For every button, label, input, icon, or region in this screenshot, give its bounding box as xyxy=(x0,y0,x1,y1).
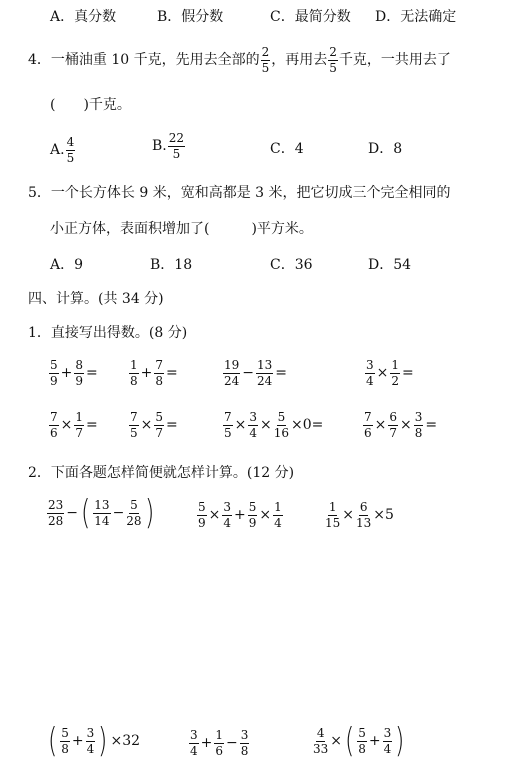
numerator: 3 xyxy=(86,725,95,740)
fraction xyxy=(93,499,110,527)
numerator: 5 xyxy=(198,500,206,514)
q4-fraction-2 xyxy=(328,46,338,74)
p1-expression-6 xyxy=(128,410,179,439)
operator: × xyxy=(234,417,247,434)
part1-title: 1．直接写出得数。(8 分) xyxy=(28,325,188,341)
q4-option-d: D．8 xyxy=(368,141,403,157)
denominator: 13 xyxy=(356,515,372,530)
p2-expression-2 xyxy=(196,500,284,529)
fraction xyxy=(129,411,139,439)
denominator: 9 xyxy=(248,515,257,530)
q5-line-1: 5．一个长方体长 9 米，宽和高都是 3 米，把它切成三个完全相同的 xyxy=(28,185,451,201)
q4-fraction-1 xyxy=(261,46,271,74)
numerator: 2 xyxy=(329,45,337,59)
q3-option-a: A．真分数 xyxy=(50,9,117,25)
denominator: 4 xyxy=(249,425,258,440)
part2-title: 2．下面各题怎样简便就怎样计算。(12 分) xyxy=(28,465,295,481)
numerator: 5 xyxy=(277,410,286,424)
fraction xyxy=(325,501,340,529)
operator: + xyxy=(368,733,381,749)
p2-expression-6 xyxy=(312,721,407,761)
q4-text-b: ，再用去 xyxy=(271,52,328,69)
denominator: 4 xyxy=(190,743,198,758)
fraction xyxy=(74,359,84,387)
section-heading: 四、计算。(共 34 分) xyxy=(28,291,164,307)
numerator: 5 xyxy=(358,725,366,740)
p1-expression-4 xyxy=(364,358,415,387)
fraction xyxy=(214,729,224,757)
operator: × xyxy=(60,417,73,434)
left-parenthesis: ( xyxy=(47,721,58,761)
operator: + xyxy=(140,365,153,382)
denominator: 24 xyxy=(224,373,240,388)
p1-expression-8 xyxy=(362,410,438,439)
denominator: 33 xyxy=(313,741,329,756)
fraction xyxy=(274,411,289,439)
operator: − xyxy=(66,505,79,521)
denominator: 5 xyxy=(172,146,181,161)
q5-option-b: B．18 xyxy=(150,257,193,273)
denominator: 6 xyxy=(364,425,372,440)
numerator: 3 xyxy=(414,410,423,424)
right-parenthesis: ) xyxy=(144,493,154,533)
numerator: 6 xyxy=(389,410,398,424)
numerator: 1 xyxy=(391,358,400,372)
numerator: 1 xyxy=(274,500,282,514)
fraction xyxy=(49,411,59,439)
numerator: 13 xyxy=(257,358,273,372)
numerator: 5 xyxy=(248,500,257,514)
denominator: 9 xyxy=(75,373,84,388)
fraction xyxy=(313,727,328,755)
fraction xyxy=(197,501,207,529)
numerator: 5 xyxy=(61,725,69,740)
denominator: 9 xyxy=(50,373,58,388)
operator: × xyxy=(140,417,153,434)
fraction xyxy=(356,501,371,529)
right-parenthesis: ) xyxy=(98,721,108,761)
numerator: 7 xyxy=(155,358,164,372)
fraction xyxy=(240,729,250,757)
denominator: 4 xyxy=(383,741,392,756)
q5-option-c: C．36 xyxy=(270,257,313,273)
denominator: 2 xyxy=(391,373,400,388)
numerator: 7 xyxy=(130,410,138,424)
numerator: 4 xyxy=(316,725,325,740)
q4-text-a: 4．一桶油重 10 千克，先用去全部的 xyxy=(28,52,260,69)
denominator: 4 xyxy=(223,515,232,530)
denominator: 28 xyxy=(48,513,64,528)
q4-question xyxy=(28,46,451,74)
fraction xyxy=(154,411,164,439)
p2-expression-4 xyxy=(46,721,141,761)
numerator: 1 xyxy=(130,358,138,372)
equals-sign: = xyxy=(86,365,98,382)
operator: + xyxy=(234,507,246,524)
denominator: 28 xyxy=(126,513,142,528)
fraction xyxy=(388,411,398,439)
equals-sign: = xyxy=(402,365,414,382)
fraction xyxy=(222,501,232,529)
left-parenthesis: ( xyxy=(345,721,355,761)
denominator: 4 xyxy=(86,741,95,756)
p1-expression-3 xyxy=(222,358,288,387)
fraction xyxy=(60,727,70,755)
q4-text-c: 千克，一共用去了 xyxy=(338,52,451,69)
p1-expression-5 xyxy=(48,410,99,439)
q5-line-2: 小正方体，表面积增加了( )平方米。 xyxy=(50,221,313,237)
equals-sign: = xyxy=(275,365,288,382)
q4-option-b xyxy=(152,132,186,160)
denominator: 6 xyxy=(215,743,224,758)
operator: × xyxy=(208,507,221,524)
p2-expression-3 xyxy=(324,500,395,529)
equals-sign: = xyxy=(86,417,98,434)
operator: − xyxy=(226,735,238,752)
denominator: 7 xyxy=(155,425,164,440)
fraction xyxy=(383,727,393,755)
denominator: 8 xyxy=(414,425,423,440)
numerator: 19 xyxy=(224,358,240,372)
numerator: 3 xyxy=(383,725,392,740)
fraction xyxy=(66,136,76,164)
fraction xyxy=(248,411,258,439)
operator: × xyxy=(342,507,355,524)
numerator: 7 xyxy=(50,410,58,424)
fraction xyxy=(74,411,84,439)
fraction xyxy=(189,729,199,757)
denominator: 5 xyxy=(66,150,75,165)
denominator: 24 xyxy=(257,373,273,388)
operator: × xyxy=(374,417,387,434)
operator-tail: ×32 xyxy=(110,733,141,749)
numerator: 3 xyxy=(240,728,249,742)
left-parenthesis: ( xyxy=(81,493,91,533)
fraction xyxy=(126,499,141,527)
denominator: 6 xyxy=(50,425,58,440)
denominator: 16 xyxy=(273,425,290,440)
fraction xyxy=(86,727,96,755)
fraction xyxy=(256,359,273,387)
denominator: 5 xyxy=(130,425,138,440)
numerator: 7 xyxy=(364,410,372,424)
fraction xyxy=(154,359,164,387)
q4-answer-line: ( )千克。 xyxy=(50,97,131,113)
numerator: 1 xyxy=(215,728,224,742)
operator: − xyxy=(112,505,125,521)
q5-option-d: D．54 xyxy=(368,257,412,273)
numerator: 5 xyxy=(155,410,164,424)
operator: + xyxy=(71,733,84,749)
fraction xyxy=(363,411,373,439)
numerator: 4 xyxy=(66,135,75,149)
denominator: 5 xyxy=(329,60,337,75)
operator: + xyxy=(60,365,73,382)
fraction xyxy=(47,499,64,527)
numerator: 3 xyxy=(249,410,258,424)
fraction xyxy=(390,359,400,387)
denominator: 4 xyxy=(274,515,282,530)
operator: × xyxy=(259,507,272,524)
fraction xyxy=(248,501,258,529)
q3-option-d: D．无法确定 xyxy=(375,9,457,25)
denominator: 4 xyxy=(366,373,374,388)
numerator: 3 xyxy=(223,500,232,514)
equals-sign: = xyxy=(166,365,178,382)
q4-option-c: C．4 xyxy=(270,141,304,157)
p1-expression-1 xyxy=(48,358,99,387)
numerator: 3 xyxy=(366,358,374,372)
fraction xyxy=(365,359,375,387)
numerator: 1 xyxy=(328,500,337,514)
denominator: 7 xyxy=(389,425,398,440)
numerator: 5 xyxy=(50,358,58,372)
operator: × xyxy=(400,417,412,434)
denominator: 5 xyxy=(261,60,270,75)
p2-expression-5 xyxy=(188,728,250,757)
numerator: 2 xyxy=(261,45,270,59)
numerator: 22 xyxy=(168,131,185,145)
numerator: 13 xyxy=(94,497,110,512)
operator: − xyxy=(242,365,255,382)
denominator: 8 xyxy=(130,373,138,388)
fraction xyxy=(49,359,59,387)
denominator: 8 xyxy=(240,743,249,758)
numerator: 5 xyxy=(130,497,138,512)
numerator: 8 xyxy=(75,358,84,372)
fraction xyxy=(357,727,367,755)
numerator: 7 xyxy=(224,410,232,424)
numerator: 3 xyxy=(190,728,198,742)
operator: + xyxy=(200,735,213,752)
numerator: 1 xyxy=(75,410,84,424)
denominator: 5 xyxy=(224,425,232,440)
equals-sign: = xyxy=(166,417,178,434)
fraction xyxy=(223,359,240,387)
operator-tail: ×5 xyxy=(373,507,394,524)
equals-sign: = xyxy=(425,417,438,434)
denominator: 15 xyxy=(325,515,341,530)
operator: × xyxy=(260,417,272,434)
q4-option-a xyxy=(50,136,76,164)
q5-option-a: A．9 xyxy=(50,257,84,273)
denominator: 9 xyxy=(198,515,206,530)
p1-expression-7 xyxy=(222,410,324,439)
p2-expression-1 xyxy=(46,493,156,533)
denominator: 7 xyxy=(75,425,84,440)
option-label: A. xyxy=(50,142,65,159)
q3-option-b: B．假分数 xyxy=(157,9,224,25)
denominator: 8 xyxy=(358,741,366,756)
numerator: 6 xyxy=(359,500,368,514)
p1-expression-2 xyxy=(128,358,179,387)
fraction xyxy=(129,359,139,387)
denominator: 8 xyxy=(155,373,164,388)
fraction xyxy=(168,132,185,160)
fraction xyxy=(223,411,233,439)
numerator: 23 xyxy=(48,497,64,512)
denominator: 14 xyxy=(94,513,110,528)
fraction xyxy=(414,411,424,439)
fraction xyxy=(273,501,283,529)
operator: × xyxy=(330,733,343,749)
operator-tail: ×0= xyxy=(291,417,324,434)
right-parenthesis: ) xyxy=(395,721,405,761)
operator: × xyxy=(376,365,389,382)
denominator: 8 xyxy=(61,741,69,756)
q3-option-c: C．最简分数 xyxy=(270,9,351,25)
option-label: B. xyxy=(152,138,167,155)
